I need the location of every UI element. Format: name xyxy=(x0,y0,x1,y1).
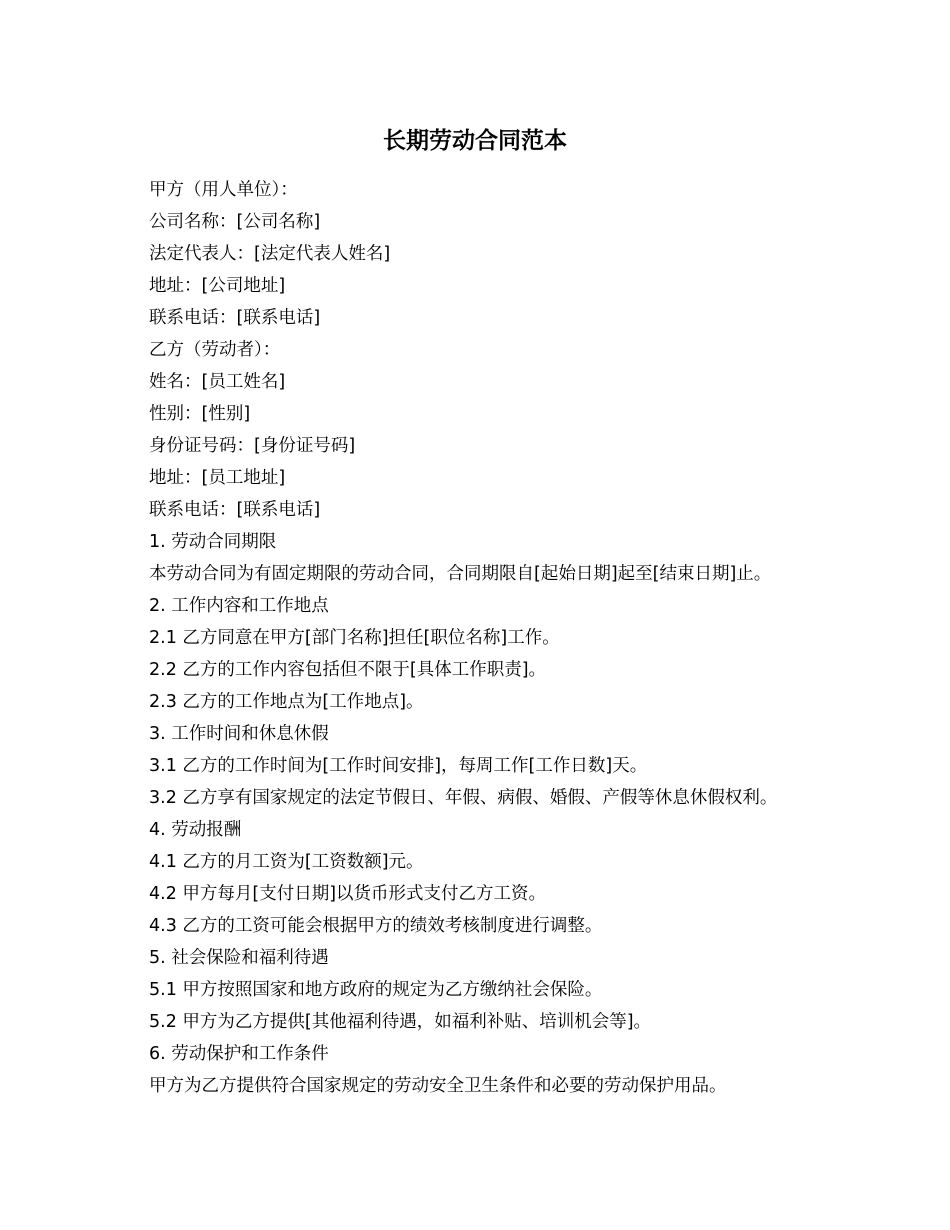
section-4-heading: 4. 劳动报酬 xyxy=(149,820,242,840)
clause-3-2: 3.2 乙方享有国家规定的法定节假日、年假、病假、婚假、产假等休息休假权利。 xyxy=(149,788,778,808)
clause-2-3: 2.3 乙方的工作地点为[工作地点]。 xyxy=(149,692,424,712)
company-phone-line: 联系电话：[联系电话] xyxy=(149,308,321,328)
clause-5-2: 5.2 甲方为乙方提供[其他福利待遇，如福利补贴、培训机会等]。 xyxy=(149,1012,652,1032)
company-address-line: 地址：[公司地址] xyxy=(149,276,286,296)
document-title: 长期劳动合同范本 xyxy=(383,128,567,154)
clause-4-3: 4.3 乙方的工资可能会根据甲方的绩效考核制度进行调整。 xyxy=(149,916,603,936)
section-1-heading: 1. 劳动合同期限 xyxy=(149,532,277,552)
employee-name-line: 姓名：[员工姓名] xyxy=(149,372,286,392)
clause-4-2: 4.2 甲方每月[支付日期]以货币形式支付乙方工资。 xyxy=(149,884,547,904)
clause-3-1: 3.1 乙方的工作时间为[工作时间安排]，每周工作[工作日数]天。 xyxy=(149,756,648,776)
party-b-heading: 乙方（劳动者）： xyxy=(149,340,281,360)
document-body xyxy=(149,174,849,1102)
employee-gender-line: 性别：[性别] xyxy=(149,404,251,424)
clause-5-1: 5.1 甲方按照国家和地方政府的规定为乙方缴纳社会保险。 xyxy=(149,980,603,1000)
section-5-heading: 5. 社会保险和福利待遇 xyxy=(149,948,329,968)
employee-address-line: 地址：[员工地址] xyxy=(149,468,286,488)
legal-representative-line: 法定代表人：[法定代表人姓名] xyxy=(149,244,391,264)
section-2-heading: 2. 工作内容和工作地点 xyxy=(149,596,329,616)
clause-2-1: 2.1 乙方同意在甲方[部门名称]担任[职位名称]工作。 xyxy=(149,628,560,648)
employee-id-line: 身份证号码：[身份证号码] xyxy=(149,436,356,456)
section-3-heading: 3. 工作时间和休息休假 xyxy=(149,724,329,744)
company-name-line: 公司名称：[公司名称] xyxy=(149,212,321,232)
employee-phone-line: 联系电话：[联系电话] xyxy=(149,500,321,520)
party-a-heading: 甲方（用人单位）： xyxy=(149,180,298,200)
section-6-heading: 6. 劳动保护和工作条件 xyxy=(149,1044,329,1064)
section-6-text: 甲方为乙方提供符合国家规定的劳动安全卫生条件和必要的劳动保护用品。 xyxy=(149,1076,727,1096)
clause-4-1: 4.1 乙方的月工资为[工资数额]元。 xyxy=(149,852,424,872)
section-1-text: 本劳动合同为有固定期限的劳动合同，合同期限自[起始日期]起至[结束日期]止。 xyxy=(149,564,772,584)
clause-2-2: 2.2 乙方的工作内容包括但不限于[具体工作职责]。 xyxy=(149,660,547,680)
